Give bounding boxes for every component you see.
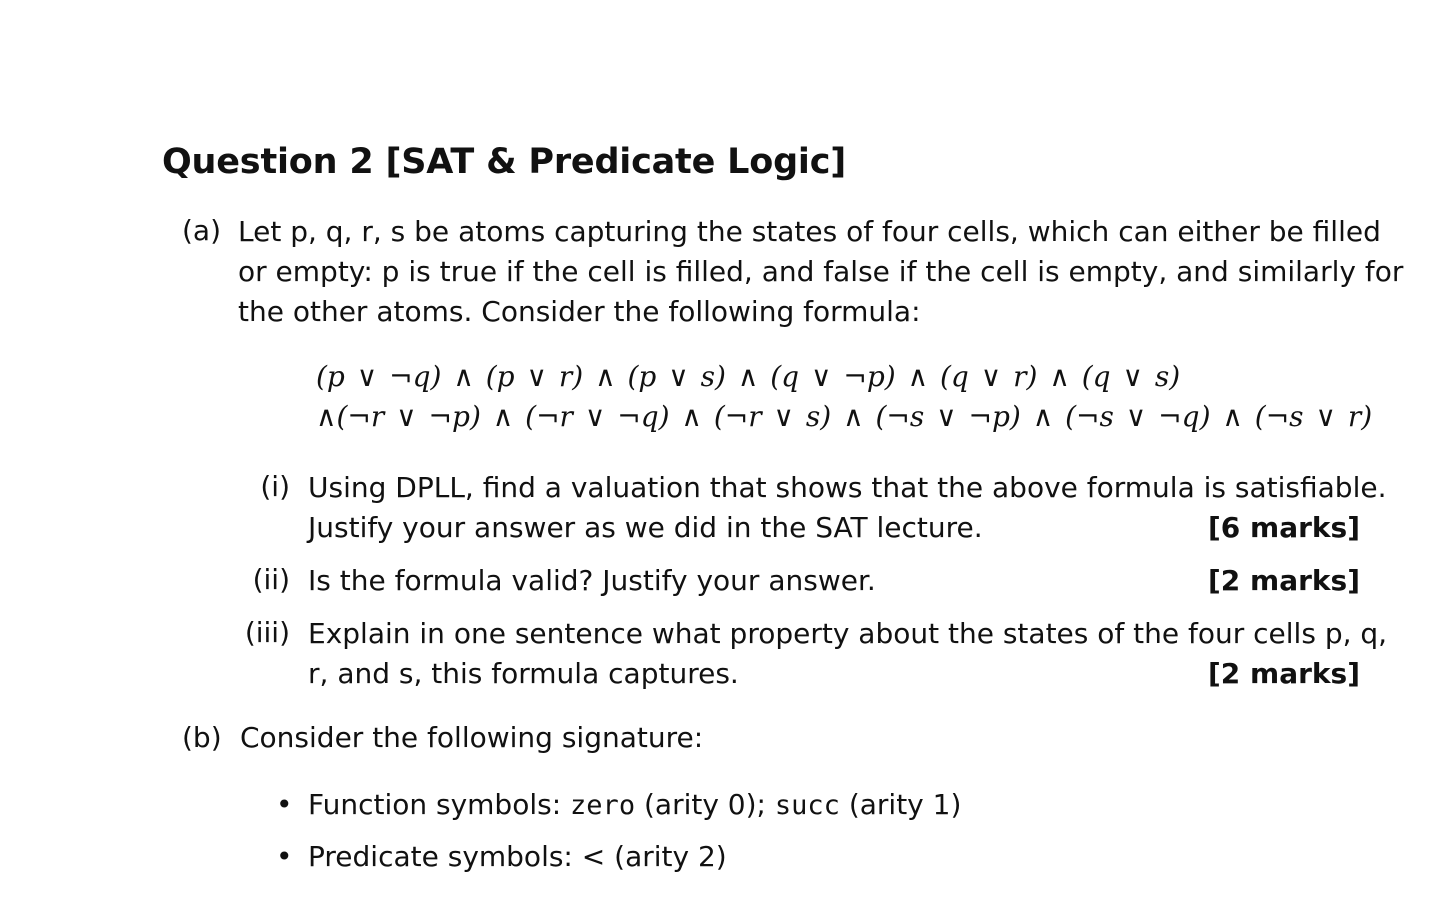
subpart-ii-line-1-text: Is the formula valid? Justify your answer.: [308, 564, 876, 597]
function-symbols-prefix: Function symbols:: [308, 788, 562, 821]
bullet-predicate-symbols: [308, 840, 727, 873]
formula-line-2: ∧(¬r ∨ ¬p) ∧ (¬r ∨ ¬q) ∧ (¬r ∨ s) ∧ (¬s ∨ ¬p) ∧ (¬s ∨ ¬q) ∧ (¬s ∨ r): [316, 400, 1373, 433]
subpart-iii-text: [308, 614, 1388, 694]
question-title: Question 2 [SAT & Predicate Logic]: [162, 142, 847, 182]
subpart-i-label: (i): [260, 470, 290, 503]
subpart-ii-label: (ii): [252, 563, 290, 596]
function-zero-arity: (arity 0);: [643, 788, 766, 821]
subpart-iii-line-1: Explain in one sentence what property about the states of the four cells p, q,: [308, 617, 1388, 650]
subpart-ii-text: [308, 561, 1360, 601]
subpart-i-line-2-text: Justify your answer as we did in the SAT lecture.: [308, 511, 983, 544]
bullet-dot-1: •: [276, 788, 293, 821]
predicate-symbols-prefix: Predicate symbols:: [308, 840, 573, 873]
subpart-ii-marks: [2 marks]: [1208, 564, 1360, 597]
part-a-label: (a): [182, 214, 222, 247]
subpart-iii-line-2: [308, 654, 1360, 694]
subpart-iii-line-2-text: r, and s, this formula captures.: [308, 657, 739, 690]
bullet-dot-2: •: [276, 840, 293, 873]
subpart-iii-marks: [2 marks]: [1208, 657, 1360, 690]
formula-line-1: (p ∨ ¬q) ∧ (p ∨ r) ∧ (p ∨ s) ∧ (q ∨ ¬p) ∧ (q ∨ r) ∧ (q ∨ s): [316, 360, 1181, 393]
part-a-line-3: the other atoms. Consider the following formula:: [238, 295, 921, 328]
bullet-function-symbols: [308, 788, 961, 821]
part-a-line-1: Let p, q, r, s be atoms capturing the states of four cells, which can either be filled: [238, 215, 1381, 248]
subpart-i-line-2: [308, 508, 1360, 548]
subpart-i-marks: [6 marks]: [1208, 511, 1360, 544]
function-succ: succ: [774, 790, 840, 821]
part-b-label: (b): [182, 721, 222, 754]
subpart-i-line-1: Using DPLL, find a valuation that shows that the above formula is satisfiable.: [308, 471, 1387, 504]
predicate-lt-arity: (arity 2): [614, 840, 727, 873]
function-zero: zero: [570, 790, 636, 821]
subpart-iii-label: (iii): [244, 616, 290, 649]
part-a-paragraph: [238, 212, 1404, 332]
part-b-intro: Consider the following signature:: [240, 721, 704, 754]
function-succ-arity: (arity 1): [848, 788, 962, 821]
subpart-i-text: [308, 468, 1387, 548]
subpart-ii-line-1: [308, 561, 1360, 601]
predicate-lt: <: [581, 840, 606, 873]
part-a-line-2: or empty: p is true if the cell is filled, and false if the cell is empty, and similarly for: [238, 255, 1404, 288]
